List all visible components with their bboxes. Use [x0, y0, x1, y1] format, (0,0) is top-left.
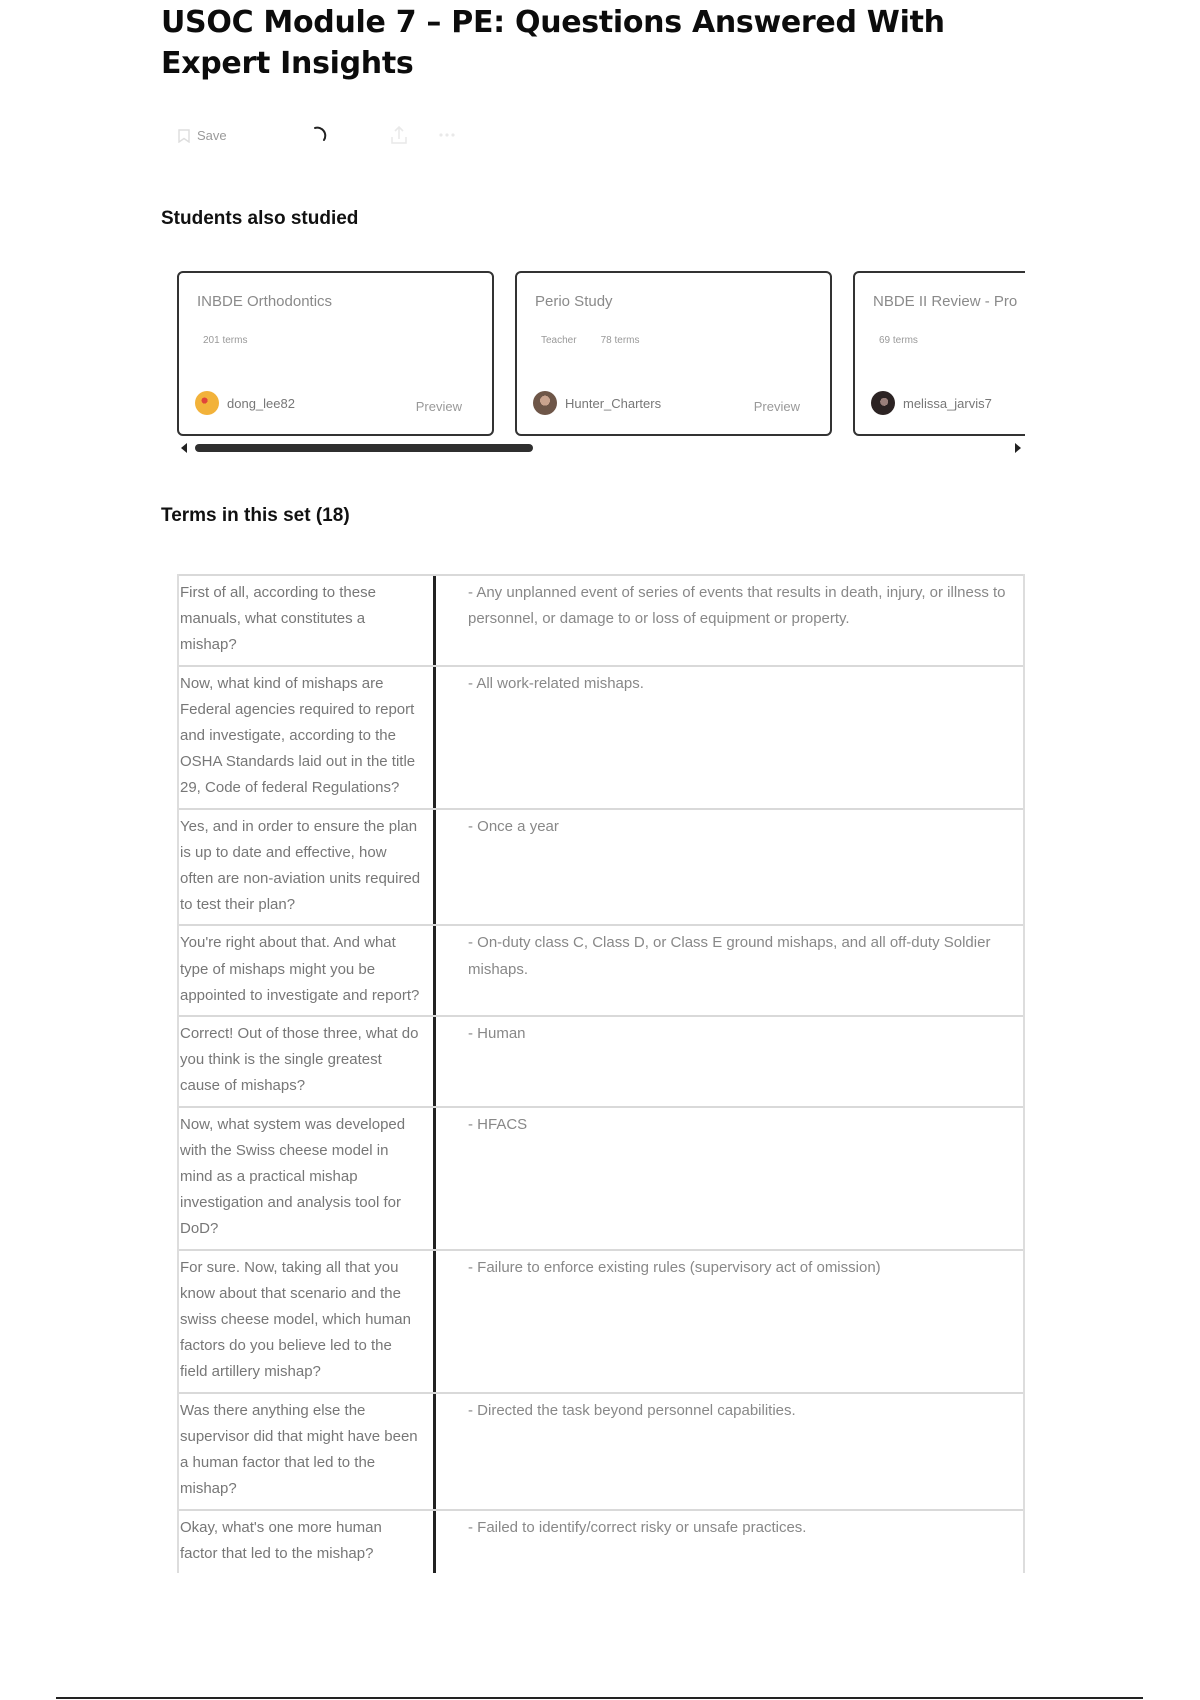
card-username: Hunter_Charters	[565, 395, 662, 411]
preview-button[interactable]: Preview	[415, 399, 462, 414]
term-question: First of all, according to these manuals, what constitutes a mishap?	[179, 576, 436, 665]
term-row	[179, 1106, 1023, 1249]
more-icon[interactable]	[436, 124, 458, 146]
term-question: You're right about that. And what type of mishaps might you be appointed to investigate and report?	[179, 926, 436, 1015]
term-answer: - HFACS	[468, 1115, 528, 1133]
term-answer: - On-duty class C, Class D, or Class E ground mishaps, and all off-duty Soldier mishaps.	[468, 934, 991, 978]
save-button[interactable]	[178, 128, 227, 143]
term-answer: - Once a year	[468, 817, 559, 835]
card-teacher-badge: Teacher	[541, 335, 577, 346]
card-title: Perio Study	[535, 293, 613, 310]
share-icon[interactable]	[388, 124, 410, 146]
term-answer: - All work-related mishaps.	[468, 674, 644, 692]
term-row	[179, 574, 1023, 665]
card-term-count: 201 terms	[203, 335, 248, 346]
study-set-card[interactable]	[853, 271, 1025, 436]
study-set-card[interactable]	[177, 271, 494, 436]
term-question: Now, what system was developed with the Swiss cheese model in mind as a practical mishap investigation and analysis tool for DoD?	[179, 1108, 436, 1249]
term-answer: - Directed the task beyond personnel capabilities.	[468, 1401, 796, 1419]
avatar	[533, 391, 557, 415]
loading-spinner-icon	[309, 124, 331, 146]
scrollbar-thumb[interactable]	[195, 444, 533, 452]
save-label: Save	[197, 128, 227, 143]
card-title: INBDE Orthodontics	[197, 293, 333, 310]
term-question: Yes, and in order to ensure the plan is up to date and effective, how often are non-aviation units required to test their plan?	[179, 810, 436, 925]
scroll-left-arrow-icon[interactable]	[181, 443, 187, 453]
divider	[56, 1697, 1143, 1699]
term-row	[179, 1015, 1023, 1106]
card-title: NBDE II Review - Pro	[873, 293, 1018, 310]
bookmark-icon	[178, 129, 190, 143]
term-row	[179, 808, 1023, 925]
term-question: Okay, what's one more human factor that led to the mishap?	[179, 1511, 436, 1573]
avatar	[195, 391, 219, 415]
term-answer: - Any unplanned event of series of events that results in death, injury, or illness to personnel, or damage to or loss of equipment or property.	[468, 584, 1006, 628]
term-row	[179, 1392, 1023, 1509]
preview-button[interactable]: Preview	[753, 399, 800, 414]
terms-table	[177, 574, 1025, 1573]
study-set-carousel	[177, 270, 1025, 456]
term-question: Correct! Out of those three, what do you think is the single greatest cause of mishaps?	[179, 1017, 436, 1106]
term-row	[179, 665, 1023, 808]
terms-heading: Terms in this set (18)	[161, 505, 350, 526]
page-title: USOC Module 7 – PE: Questions Answered With Expert Insights	[161, 5, 945, 81]
card-term-count: 78 terms	[600, 335, 640, 346]
carousel-scrollbar[interactable]	[177, 441, 1025, 453]
avatar	[871, 391, 895, 415]
toolbar	[178, 124, 478, 154]
term-answer: - Failure to enforce existing rules (supervisory act of omission)	[468, 1258, 881, 1276]
card-username: melissa_jarvis7	[903, 395, 992, 411]
term-question: For sure. Now, taking all that you know about that scenario and the swiss cheese model, which human factors do you believe led to the field artillery mishap?	[179, 1251, 436, 1392]
card-username: dong_lee82	[227, 395, 295, 411]
term-row	[179, 1509, 1023, 1573]
term-question: Now, what kind of mishaps are Federal agencies required to report and investigate, according to the OSHA Standards laid out in the title 29, Code of federal Regulations?	[179, 667, 436, 808]
term-answer: - Human	[468, 1025, 526, 1043]
term-row	[179, 924, 1023, 1015]
term-question: Was there anything else the supervisor did that might have been a human factor that led to the mishap?	[179, 1394, 436, 1509]
study-set-card[interactable]	[515, 271, 832, 436]
scroll-right-arrow-icon[interactable]	[1015, 443, 1021, 453]
card-term-count: 69 terms	[879, 335, 918, 346]
students-also-studied-heading: Students also studied	[161, 208, 359, 229]
term-row	[179, 1249, 1023, 1392]
term-answer: - Failed to identify/correct risky or unsafe practices.	[468, 1518, 807, 1536]
